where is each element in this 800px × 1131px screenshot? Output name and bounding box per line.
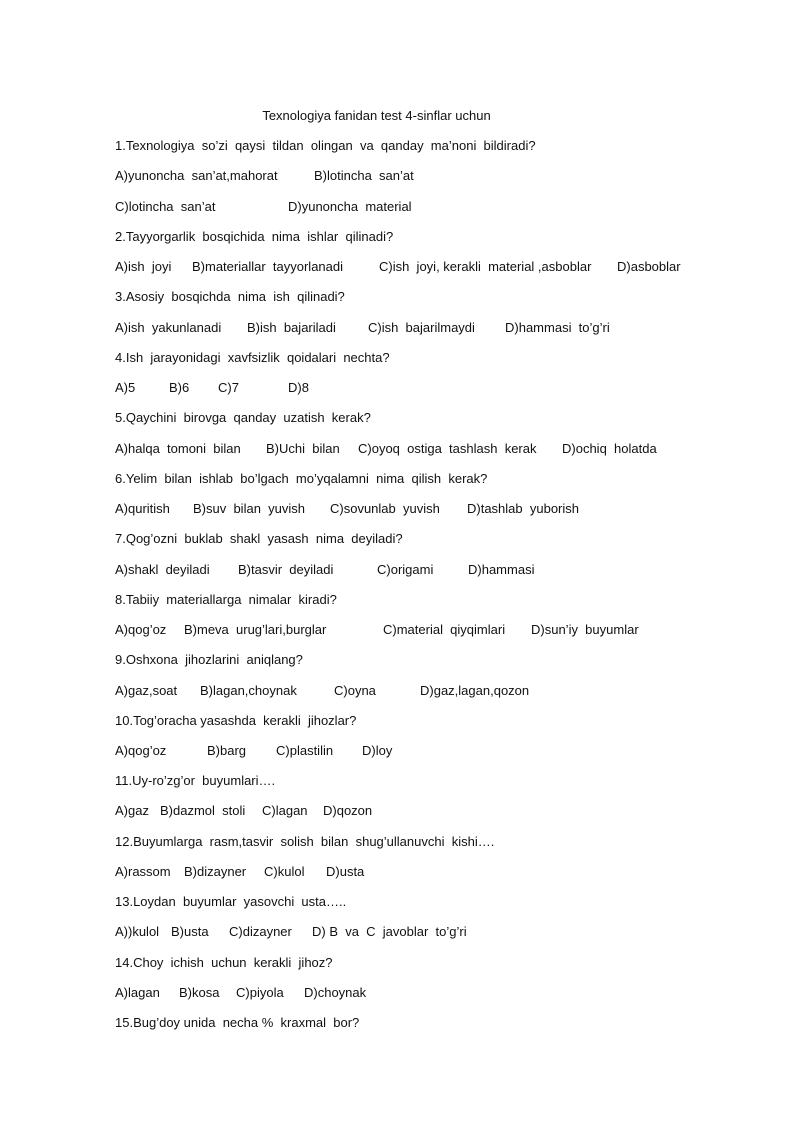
- q3-option-d: D)hammasi to’g’ri: [505, 320, 610, 335]
- q6-option-a: A)quritish: [115, 501, 170, 516]
- question-4: 4.Ish jarayonidagi xavfsizlik qoidalari nechta?: [115, 350, 390, 365]
- q2-option-c: C)ish joyi, kerakli material ,asboblar: [379, 259, 592, 274]
- q9-option-c: C)oyna: [334, 683, 376, 698]
- question-5: 5.Qaychini birovga qanday uzatish kerak?: [115, 410, 371, 425]
- q6-option-b: B)suv bilan yuvish: [193, 501, 305, 516]
- q11-option-a: A)gaz: [115, 803, 149, 818]
- q12-option-d: D)usta: [326, 864, 365, 879]
- q14-option-d: D)choynak: [304, 985, 367, 1000]
- q10-option-c: C)plastilin: [276, 743, 334, 758]
- q10-option-a: A)qog’oz: [115, 743, 167, 758]
- q7-option-c: C)origami: [377, 562, 434, 577]
- question-9: 9.Oshxona jihozlarini aniqlang?: [115, 652, 303, 667]
- q1-option-a: A)yunoncha san’at,mahorat: [115, 168, 278, 183]
- q12-option-c: C)kulol: [264, 864, 305, 879]
- question-7: 7.Qog’ozni buklab shakl yasash nima deyiladi?: [115, 531, 403, 546]
- q11-option-b: B)dazmol stoli: [160, 803, 246, 818]
- q3-option-c: C)ish bajarilmaydi: [368, 320, 475, 335]
- question-15: 15.Bug’doy unida necha % kraxmal bor?: [115, 1015, 360, 1030]
- question-10: 10.Tog’oracha yasashda kerakli jihozlar?: [115, 713, 357, 728]
- question-13: 13.Loydan buyumlar yasovchi usta…..: [115, 894, 347, 909]
- q14-option-a: A)lagan: [115, 985, 160, 1000]
- q2-option-a: A)ish joyi: [115, 259, 172, 274]
- q11-option-c: C)lagan: [262, 803, 308, 818]
- q8-option-b: B)meva urug’lari,burglar: [184, 622, 327, 637]
- page-title: Texnologiya fanidan test 4-sinflar uchun: [262, 108, 491, 123]
- q4-option-a: A)5: [115, 380, 136, 395]
- q4-option-b: B)6: [169, 380, 190, 395]
- q13-option-c: C)dizayner: [229, 924, 292, 939]
- q6-option-c: C)sovunlab yuvish: [330, 501, 440, 516]
- question-6: 6.Yelim bilan ishlab bo’lgach mo’yqalamni nima qilish kerak?: [115, 471, 488, 486]
- q6-option-d: D)tashlab yuborish: [467, 501, 579, 516]
- q12-option-a: A)rassom: [115, 864, 171, 879]
- q4-option-d: D)8: [288, 380, 309, 395]
- question-2: 2.Tayyorgarlik bosqichida nima ishlar qilinadi?: [115, 229, 394, 244]
- q5-option-c: C)oyoq ostiga tashlash kerak: [358, 441, 537, 456]
- q2-option-b: B)materiallar tayyorlanadi: [192, 259, 344, 274]
- q13-option-b: B)usta: [171, 924, 209, 939]
- q12-option-b: B)dizayner: [184, 864, 247, 879]
- question-1: 1.Texnologiya so’zi qaysi tildan olingan va qanday ma’noni bildiradi?: [115, 138, 536, 153]
- q14-option-c: C)piyola: [236, 985, 284, 1000]
- q3-option-a: A)ish yakunlanadi: [115, 320, 222, 335]
- q7-option-a: A)shakl deyiladi: [115, 562, 210, 577]
- question-8: 8.Tabiiy materiallarga nimalar kiradi?: [115, 592, 337, 607]
- question-3: 3.Asosiy bosqichda nima ish qilinadi?: [115, 289, 345, 304]
- q11-option-d: D)qozon: [323, 803, 373, 818]
- question-14: 14.Choy ichish uchun kerakli jihoz?: [115, 955, 333, 970]
- q8-option-c: C)material qiyqimlari: [383, 622, 506, 637]
- q9-option-a: A)gaz,soat: [115, 683, 178, 698]
- q13-option-d: D) B va C javoblar to’g’ri: [312, 924, 467, 939]
- q9-option-b: B)lagan,choynak: [200, 683, 297, 698]
- q10-option-d: D)loy: [362, 743, 393, 758]
- q2-option-d: D)asboblar: [617, 259, 681, 274]
- q4-option-c: C)7: [218, 380, 239, 395]
- q5-option-a: A)halqa tomoni bilan: [115, 441, 241, 456]
- q3-option-b: B)ish bajariladi: [247, 320, 336, 335]
- q14-option-b: B)kosa: [179, 985, 220, 1000]
- q1-option-d: D)yunoncha material: [288, 199, 412, 214]
- q8-option-a: A)qog’oz: [115, 622, 167, 637]
- q5-option-b: B)Uchi bilan: [266, 441, 340, 456]
- q8-option-d: D)sun’iy buyumlar: [531, 622, 639, 637]
- question-11: 11.Uy-ro’zg’or buyumlari….: [115, 773, 276, 788]
- q10-option-b: B)barg: [207, 743, 247, 758]
- q1-option-b: B)lotincha san’at: [314, 168, 414, 183]
- q7-option-b: B)tasvir deyiladi: [238, 562, 334, 577]
- q5-option-d: D)ochiq holatda: [562, 441, 657, 456]
- question-12: 12.Buyumlarga rasm,tasvir solish bilan shug’ullanuvchi kishi….: [115, 834, 495, 849]
- q1-option-c: C)lotincha san’at: [115, 199, 216, 214]
- q9-option-d: D)gaz,lagan,qozon: [420, 683, 530, 698]
- q7-option-d: D)hammasi: [468, 562, 535, 577]
- q13-option-a: A))kulol: [115, 924, 160, 939]
